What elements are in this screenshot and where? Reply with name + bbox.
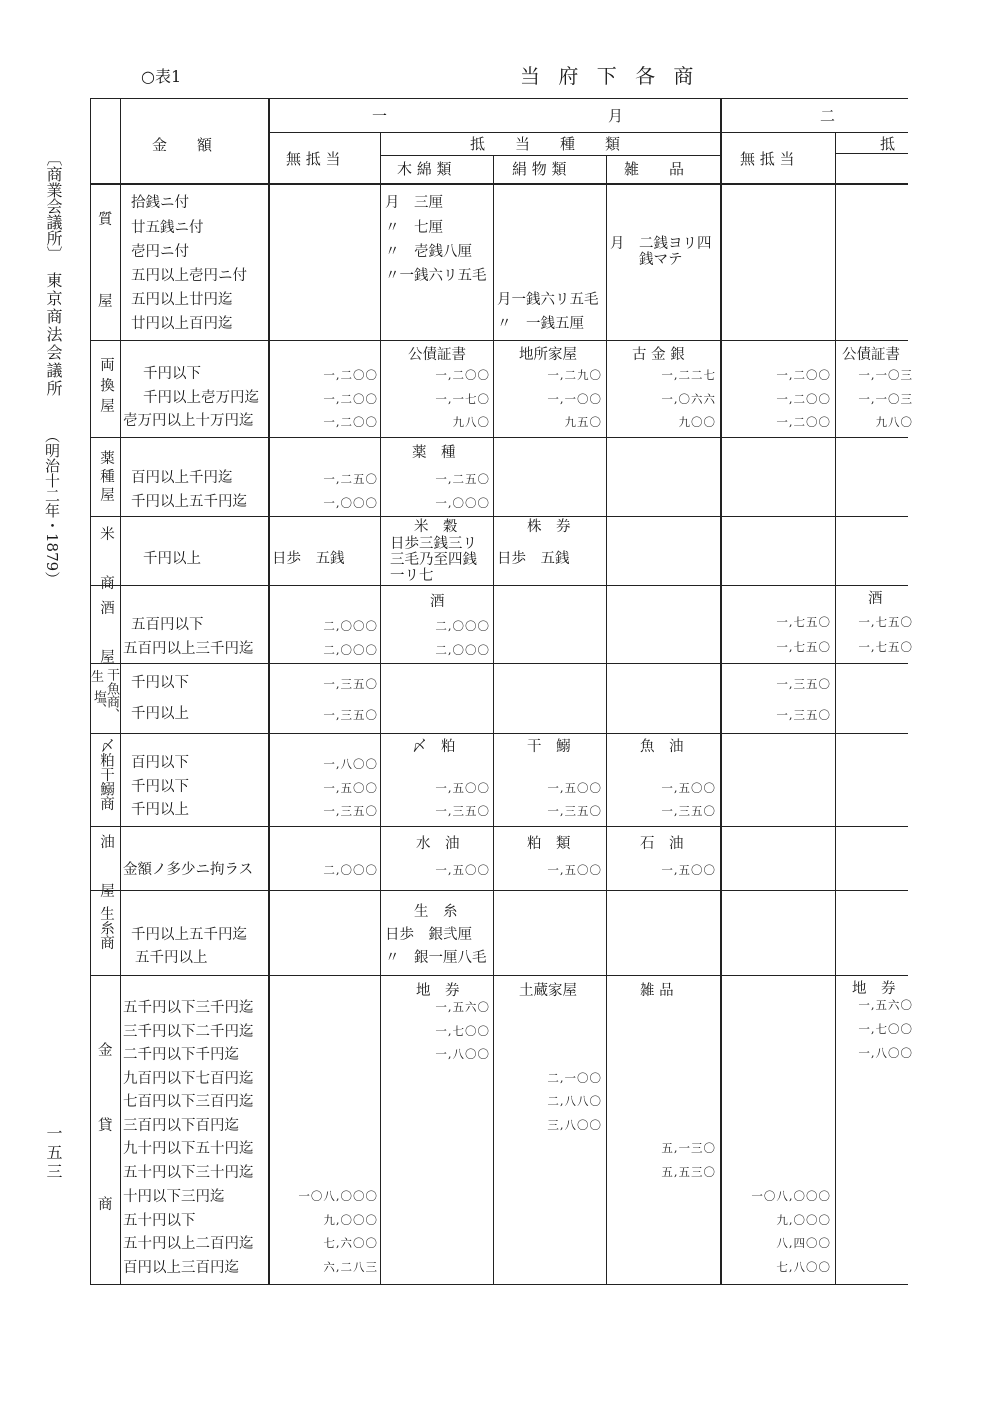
pawn-amount: 廿円以上百円迄 [131,316,233,332]
fertilizer-amount: 千円以上 [131,802,189,818]
header-collateral2: 抵 [880,135,896,153]
fertilizer-h-misc: 魚 油 [640,739,684,755]
moneylender-amount: 五十円以上二百円迄 [123,1236,254,1252]
moneylender-h-cotton: 地 券 [416,983,460,999]
medicine-no-coll: 一,〇〇〇 [323,496,378,510]
moneylender-amount: 百円以上三百円迄 [123,1260,239,1276]
sake-label: 酒 屋 [98,600,114,674]
header-amount: 金 額 [152,136,213,154]
moneylender-amount: 十円以下三円迄 [123,1189,225,1205]
header-cotton: 木 綿 類 [397,160,452,178]
exchange-amount: 千円以下 [143,366,201,382]
moneylender-no-coll2: 七,八〇〇 [776,1260,831,1274]
drying-no-coll: 一,三五〇 [323,708,378,722]
fertilizer-silk: 一,三五〇 [547,804,602,818]
silkthread-label: 生糸商 [98,906,114,950]
exchange-cotton: 九八〇 [452,415,490,429]
medicine-amount: 百円以上千円迄 [131,470,233,486]
exchange-amount: 壱万円以上十万円迄 [123,413,254,429]
exchange-col2: 一,一〇三 [858,368,913,382]
fertilizer-misc: 一,三五〇 [661,804,716,818]
drying-no-coll2: 一,三五〇 [776,708,831,722]
page-number: 一五三 [44,1125,63,1182]
drying-label: 魚商、 [104,682,119,721]
moneylender-col2: 一,八〇〇 [858,1046,913,1060]
sake-h-cotton: 酒 [430,594,445,610]
fertilizer-h-cotton: 〆 粕 [412,739,456,755]
oil-no-coll: 二,〇〇〇 [323,863,378,877]
table-label: ○表1 [141,67,182,86]
header-misc: 雑 品 [624,160,685,178]
exchange-misc: 九〇〇 [678,415,716,429]
moneylender-no-coll2: 一〇八,〇〇〇 [751,1189,831,1203]
exchange-col2: 一,一〇三 [858,392,913,406]
drying-amount: 千円以下 [131,675,189,691]
silkthread-cotton: 日歩 銀弐厘 [385,927,472,943]
drying-label: 干 [104,668,119,681]
medicine-h-cotton: 薬 種 [412,445,456,461]
header-no-collateral: 無 抵 当 [286,150,341,168]
moneylender-amount: 二千円以下千円迄 [123,1047,239,1063]
moneylender-col2: 一,五六〇 [858,998,913,1012]
page-title: 当 府 下 各 商 [520,64,700,88]
sake-col2: 一,七五〇 [858,615,913,629]
pawn-cotton: 月 三厘 [385,195,443,211]
pawn-misc: 月 二銭ヨリ四 銭マテ [610,236,712,268]
fertilizer-no-coll: 一,五〇〇 [323,781,378,795]
exchange-misc: 一,〇六六 [661,392,716,406]
moneylender-no-coll: 七,六〇〇 [323,1236,378,1250]
pawn-label-2: 屋 [98,294,113,310]
fertilizer-amount: 千円以下 [131,779,189,795]
rice-amount: 千円以上 [143,551,201,567]
pawn-silk: 〃 一銭五厘 [497,316,584,332]
moneylender-no-coll: 六,二八三 [323,1260,378,1274]
fertilizer-silk: 一,五〇〇 [547,781,602,795]
sake-no-coll2: 一,七五〇 [776,615,831,629]
sake-amount: 五百円以下 [131,617,204,633]
medicine-no-coll: 一,二五〇 [323,472,378,486]
pawn-silk: 月一銭六リ五毛 [497,292,599,308]
moneylender-amount: 九十円以下五十円迄 [123,1141,254,1157]
moneylender-no-coll: 九,〇〇〇 [323,1213,378,1227]
header-month2: 二 [820,107,836,125]
oil-h-misc: 石 油 [640,836,684,852]
exchange-silk: 九五〇 [564,415,602,429]
sake-no-coll: 二,〇〇〇 [323,619,378,633]
exchange-h-cotton: 公債証書 [408,347,466,363]
exchange-no-coll: 一,二〇〇 [323,392,378,406]
exchange-cotton: 一,一七〇 [435,392,490,406]
moneylender-cotton: 一,五六〇 [435,1000,490,1014]
exchange-label: 両換屋 [98,357,114,419]
drying-label: 塩、 [91,690,106,716]
oil-h-silk: 粕 類 [527,836,571,852]
moneylender-misc: 五,一三〇 [661,1141,716,1155]
oil-cotton: 一,五〇〇 [435,863,490,877]
moneylender-no-coll: 一〇八,〇〇〇 [298,1189,378,1203]
pawn-cotton: 〃 壱銭八厘 [385,244,472,260]
moneylender-label: 商 [98,1197,113,1213]
exchange-h-misc: 古 金 銀 [632,347,685,363]
rice-label: 米 商 [98,526,114,600]
moneylender-silk: 二,八八〇 [547,1094,602,1108]
moneylender-label: 貸 [98,1118,113,1134]
moneylender-amount: 五十円以下三十円迄 [123,1165,254,1181]
moneylender-amount: 三千円以下二千円迄 [123,1024,254,1040]
pawn-cotton: 〃 七厘 [385,220,443,236]
header-month-label: 月 [608,107,624,125]
exchange-no-coll2: 一,二〇〇 [776,368,831,382]
sake-cotton: 二,〇〇〇 [435,643,490,657]
rice-cotton: 日歩三銭三リ 三毛乃至四銭 一リ七 [390,536,477,584]
pawn-amount: 壱円ニ付 [131,244,189,260]
fertilizer-no-coll: 一,八〇〇 [323,757,378,771]
fertilizer-misc: 一,五〇〇 [661,781,716,795]
rice-silk: 日歩 五銭 [497,551,570,567]
exchange-cotton: 一,二〇〇 [435,368,490,382]
moneylender-amount: 三百円以下百円迄 [123,1118,239,1134]
moneylender-silk: 二,一〇〇 [547,1071,602,1085]
side-note-org: 〔商業会議所〕 [44,150,63,262]
sake-amount: 五百円以上三千円迄 [123,641,254,657]
medicine-label: 薬種屋 [98,450,114,506]
moneylender-label: 金 [98,1043,113,1059]
header-no-collateral2: 無 抵 当 [740,150,795,168]
exchange-no-coll: 一,二〇〇 [323,368,378,382]
sake-h-col2: 酒 [868,591,883,607]
moneylender-amount: 五十円以下 [123,1213,196,1229]
oil-h-cotton: 水 油 [416,836,460,852]
silkthread-h-cotton: 生 糸 [414,904,458,920]
side-note-date: （明治十二年・1879） [43,428,61,587]
pawn-amount: 拾銭ニ付 [131,195,189,211]
moneylender-cotton: 一,七〇〇 [435,1024,490,1038]
side-note-source: 東京商法会議所 [44,272,63,398]
moneylender-h-misc: 雑 品 [640,983,674,999]
sake-no-coll: 二,〇〇〇 [323,643,378,657]
medicine-cotton: 一,〇〇〇 [435,496,490,510]
silkthread-amount: 千円以上五千円迄 [131,927,247,943]
oil-silk: 一,五〇〇 [547,863,602,877]
exchange-amount: 千円以上壱万円迄 [143,390,259,406]
fertilizer-cotton: 一,三五〇 [435,804,490,818]
sake-no-coll2: 一,七五〇 [776,640,831,654]
rice-h-silk: 株 券 [527,519,571,535]
pawn-amount: 五円以上壱円ニ付 [131,268,247,284]
moneylender-amount: 五千円以下三千円迄 [123,1000,254,1016]
moneylender-misc: 五,五三〇 [661,1165,716,1179]
exchange-col2: 九八〇 [875,415,913,429]
exchange-silk: 一,一〇〇 [547,392,602,406]
header-month1: 一 [372,107,388,125]
header-collateral-type: 抵 当 種 類 [470,135,621,153]
medicine-cotton: 一,二五〇 [435,472,490,486]
moneylender-no-coll2: 八,四〇〇 [776,1236,831,1250]
fertilizer-no-coll: 一,三五〇 [323,804,378,818]
moneylender-col2: 一,七〇〇 [858,1022,913,1036]
exchange-misc: 一,二二七 [661,368,716,382]
rice-no-coll: 日歩 五銭 [272,551,345,567]
oil-amount: 金額ノ多少ニ拘ラス [123,862,254,878]
oil-label: 油 屋 [98,834,114,908]
fertilizer-label: 〆粕干鰯商 [98,738,114,811]
medicine-amount: 千円以上五千円迄 [131,494,247,510]
drying-label: 生 [91,670,105,685]
exchange-silk: 一,二九〇 [547,368,602,382]
exchange-no-coll: 一,二〇〇 [323,415,378,429]
sake-col2: 一,七五〇 [858,640,913,654]
moneylender-h-col2: 地 券 [852,981,896,997]
moneylender-silk: 三,八〇〇 [547,1118,602,1132]
pawn-cotton: 〃一銭六リ五毛 [385,268,487,284]
moneylender-h-silk: 土蔵家屋 [519,983,577,999]
fertilizer-h-silk: 干 鰯 [527,739,571,755]
silkthread-cotton: 〃 銀一厘八毛 [385,950,487,966]
fertilizer-amount: 百円以下 [131,755,189,771]
pawn-amount: 廿五銭ニ付 [131,220,204,236]
drying-no-coll2: 一,三五〇 [776,677,831,691]
silkthread-amount: 五千円以上 [135,950,208,966]
exchange-h-silk: 地所家屋 [519,347,577,363]
pawn-label-1: 質 [98,212,113,228]
oil-misc: 一,五〇〇 [661,863,716,877]
moneylender-amount: 九百円以下七百円迄 [123,1071,254,1087]
drying-no-coll: 一,三五〇 [323,677,378,691]
sake-cotton: 二,〇〇〇 [435,619,490,633]
pawn-amount: 五円以上廿円迄 [131,292,233,308]
moneylender-no-coll2: 九,〇〇〇 [776,1213,831,1227]
exchange-no-coll2: 一,二〇〇 [776,392,831,406]
exchange-h-col2: 公債証書 [842,347,900,363]
moneylender-amount: 七百円以下三百円迄 [123,1094,254,1110]
drying-amount: 千円以上 [131,706,189,722]
moneylender-cotton: 一,八〇〇 [435,1047,490,1061]
fertilizer-cotton: 一,五〇〇 [435,781,490,795]
rice-h-cotton: 米 穀 [414,519,458,535]
header-silk: 絹 物 類 [512,160,567,178]
exchange-no-coll2: 一,二〇〇 [776,415,831,429]
